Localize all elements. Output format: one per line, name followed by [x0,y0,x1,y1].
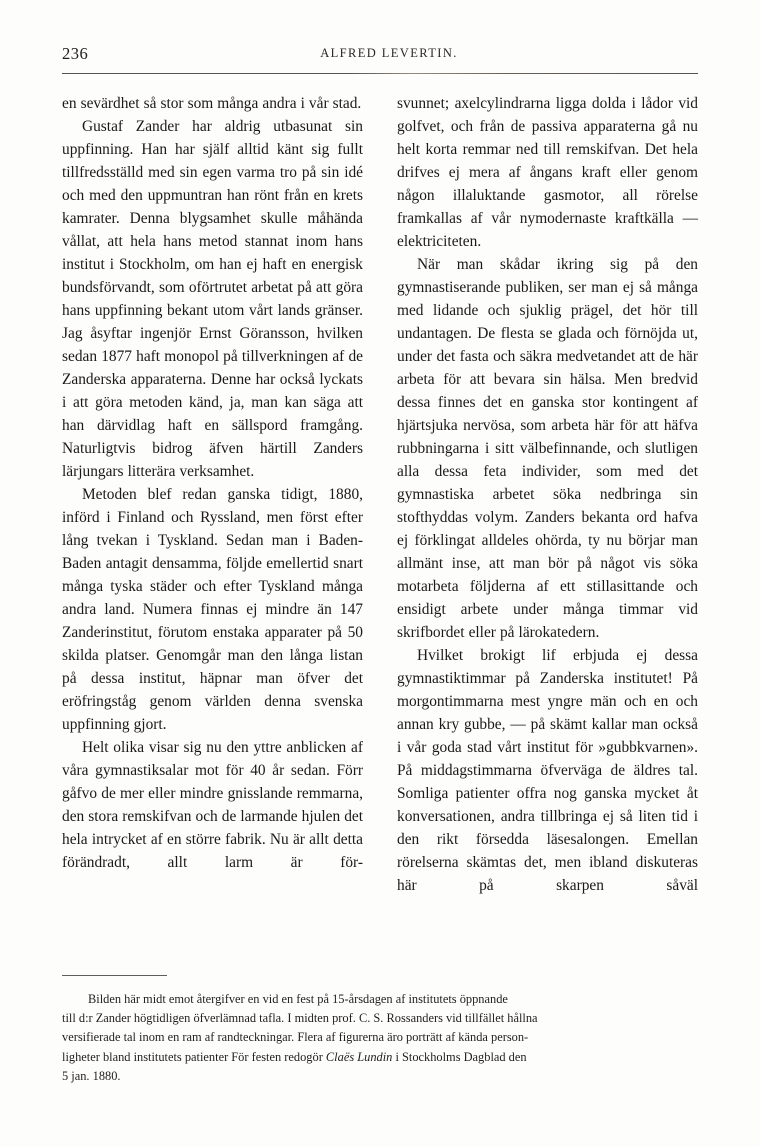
footnote-text-part: 5 jan. 1880. [62,1068,121,1083]
running-head [62,44,698,66]
footnote-text-part: Bilden här midt emot återgifver en vid en fest på 15-årsdagen af institutets öppnande [88,992,508,1006]
column-right [397,92,698,897]
page-number: 236 [62,44,89,63]
footnote-line [62,1067,698,1086]
footnote-line [62,1028,698,1047]
paragraph: en sevärdhet så stor som många andra i vår stad. [62,95,362,112]
footnote-line [62,1009,698,1028]
paragraph: Hvilket brokigt lif erbjuda ej dessa gymnastiktimmar på Zanderska institutet! På morgontimmarna mest yngre män och en och annan kry gubbe, — på skämt kallar man också i vår goda stad vårt institut för »gubbkvarnen». På middagstimmarna öfverväga de äldres tal. Somliga patienter offra nog ganska mycket åt konversationen, andra tillbringa ej så liten tid i den rikt försedda läsesalongen. Emellan rörelserna skämtas det, men ibland diskuteras här på skarpen såväl [397,647,698,894]
footnote-text-part: i Stockholms Dagblad den [392,1049,527,1064]
paragraph: Metoden blef redan ganska tidigt, 1880, införd i Finland och Ryssland, men först efter lång tvekan i Tyskland. Sedan man i Baden-Baden antagit densamma, följde emellertid snart många tyska städer och efter Tyskland många andra land. Numera finnas ej mindre än 147 Zanderinstitut, förutom enstaka apparater på 50 skilda platser. Genomgår man den långa listan på dessa institut, häpnar man öfver det eröfringståg genom världen denna svenska uppfinning gjort. [62,486,363,733]
footnote-line [62,1048,698,1067]
paragraph: svunnet; axelcylindrarna ligga dolda i lådor vid golfvet, och från de passiva apparaterna gå nu helt korta remmar ned till remskifvan. Det hela drifves ej mera af ångans kraft eller genom någon illaluktande gasmotor, all rörelse framkallas af vår nymodernaste kraftkälla — elektriciteten. [397,95,698,250]
paragraph: Helt olika visar sig nu den yttre anblicken af våra gymnastiksalar mot för 40 år sedan. Förr gåfvo de mer eller mindre gnisslande remmarna, den stora remskifvan och de larmande hjulen det hela intrycket af en större fabrik. Nu är allt detta förändradt, allt larm är för- [62,739,363,871]
running-head-title: ALFRED LEVERTIN. [320,46,458,60]
footnote-line [62,990,698,1009]
paragraph: När man skådar ikring sig på den gymnastiserande publiken, ser man ej så många med lidande och sjuklig prägel, det hör till undantagen. De flesta se glada och förnöjda ut, under det fasta och säkra medvetandet att de här arbeta för att bevara sin hälsa. Men bredvid dessa finnes det en ganska stor kontingent af hjärtsjuka nervösa, som arbeta här för att häfva rubbningarna i sitt välbefinnande, och slutligen alla dessa feta individer, som med det gymnastiska arbetet söka nedbringa sin stofthyddas volym. Zanders bekanta ord hafva ej förklingat alldeles ohörda, ty nu börjar man allmänt inse, att man bör på något vis söka motarbeta följderna af ett stillasittande och ensidigt arbete under många timmar vid skrifbordet eller på lärokatedern. [397,256,698,641]
footnote-citation-name: Claës Lundin [325,1049,393,1064]
paragraph: Gustaf Zander har aldrig utbasunat sin uppfinning. Han har själf alltid känt sig fullt tillfredsställd med sin egen varma tro på sin idé och med den uppmuntran han rönt från en krets kamrater. Denna blygsamhet skulle måhända vållat, att hela hans metod stannat inom hans institut i Stockholm, om han ej haft en energisk bundsförvandt, som oförtrutet arbetat på att göra hans uppfinning bekant utom vårt lands gränser. Jag åsyftar ingenjör Ernst Göransson, hvilken sedan 1877 haft monopol på tillverkningen af de Zanderska apparaterna. Denne har också lyckats i att göra metoden känd, ja, man kan säga att han därvidlag haft en sällspord framgång. Naturligtvis bidrog äfven härtill Zanders lärjungars litterära verksamhet. [62,118,363,480]
column-left [62,92,363,897]
footnote-divider-rule [62,975,167,976]
footnote-text-part: ligheter bland institutets patienter För festen redogör [62,1049,326,1064]
footnote [62,990,698,1086]
footnote-text-part: versifierade tal inom en ram af randteckningar. Flera af figurerna äro porträtt af kända person- [62,1030,529,1045]
header-divider-rule [62,73,698,74]
body-columns [62,92,698,897]
footnote-text-part: till d:r Zander högtidligen öfverlämnad tafla. I midten prof. C. S. Rossanders vid tillfället hållna [62,1011,538,1026]
